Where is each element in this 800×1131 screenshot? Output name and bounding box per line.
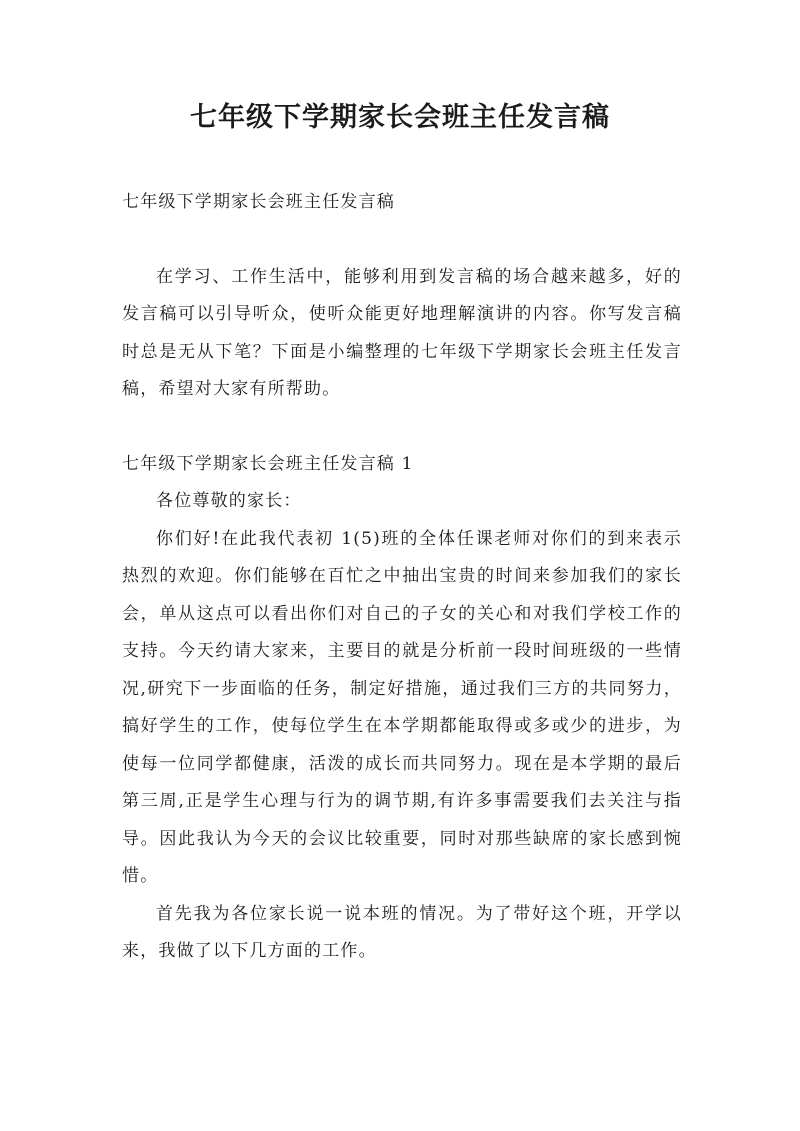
- document-subtitle: 七年级下学期家长会班主任发言稿: [122, 192, 395, 212]
- document-title: 七年级下学期家长会班主任发言稿: [190, 102, 610, 133]
- salutation: 各位尊敬的家长：: [156, 491, 302, 511]
- section-heading: 七年级下学期家长会班主任发言稿 1: [122, 453, 414, 474]
- document-body: [122, 184, 682, 971]
- body-paragraph-1: 你们好!在此我代表初 1(5)班的全体任课老师对你们的到来表示热烈的欢迎。你们能够在百忙之中抽出宝贵的时间来参加我们的家长会，单从这点可以看出你们对自己的子女的关心和对我们学校工作的支持。今天约请大家来，主要目的就是分析前一段时间班级的一些情况,研究下一步面临的任务，制定好措施，通过我们三方的共同努力，搞好学生的工作，使每位学生在本学期都能取得或多或少的进步，为使每一位同学都健康，活泼的成长而共同努力。现在是本学期的最后第三周,正是学生心理与行为的调节期,有许多事需要我们去关注与指导。因此我认为今天的会议比较重要，同时对那些缺席的家长感到惋惜。: [122, 528, 682, 886]
- intro-paragraph: 在学习、工作生活中，能够利用到发言稿的场合越来越多，好的发言稿可以引导听众，使听众能更好地理解演讲的内容。你写发言稿时总是无从下笔？下面是小编整理的七年级下学期家长会班主任发言稿，希望对大家有所帮助。: [122, 266, 682, 399]
- body-paragraph-2: 首先我为各位家长说一说本班的情况。为了带好这个班，开学以来，我做了以下几方面的工作。: [122, 903, 682, 961]
